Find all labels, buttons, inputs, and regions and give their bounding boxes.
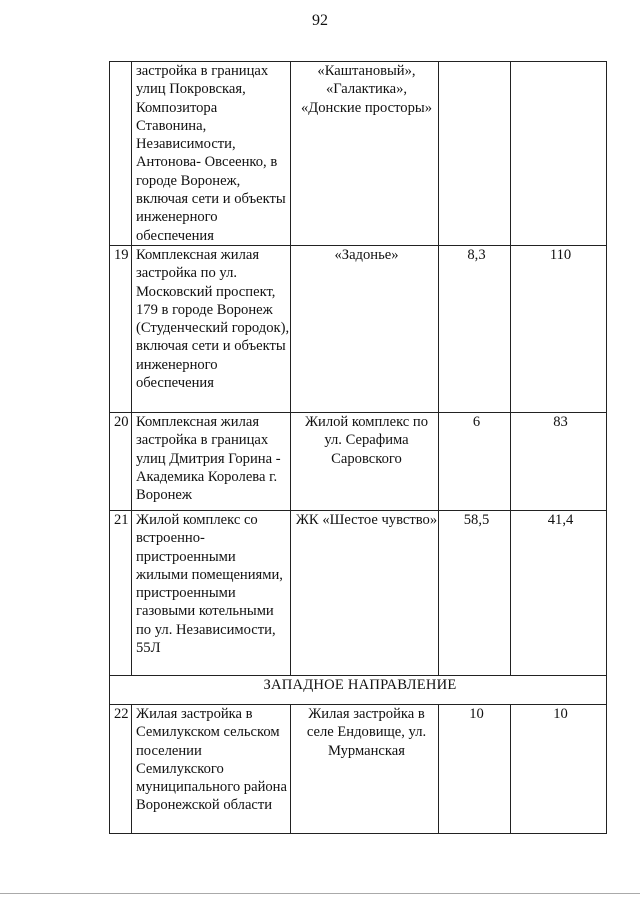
object-name-cell: «Каштановый», «Галактика», «Донские просторы» bbox=[291, 62, 439, 246]
project-name-cell: Комплексная жилая застройка в границах улиц Дмитрия Горина - Академика Королева г. Воронеж bbox=[132, 412, 291, 510]
object-name-cell: ЖК «Шестое чувство» bbox=[291, 510, 439, 675]
project-name-cell: Жилая застройка в Семилукском сельском поселении Семилукского муниципального района Воронежской области bbox=[132, 704, 291, 833]
page-number: 92 bbox=[312, 12, 328, 29]
table-row bbox=[110, 704, 607, 833]
section-title: ЗАПАДНОЕ НАПРАВЛЕНИЕ bbox=[110, 675, 607, 704]
row-number-cell: 20 bbox=[110, 412, 132, 510]
project-name-cell: застройка в границах улиц Покровская, Композитора Ставонина, Независимости, Антонова- Овсеенко, в городе Воронеж, включая сети и объекты инженерного обеспечения bbox=[132, 62, 291, 246]
housing-projects-table bbox=[109, 61, 607, 834]
value-a-cell: 10 bbox=[439, 704, 511, 833]
project-name-cell: Комплексная жилая застройка по ул. Московский проспект, 179 в городе Воронеж (Студенческий городок), включая сети и объекты инженерного обеспечения bbox=[132, 245, 291, 412]
object-name-cell: Жилая застройка в селе Ендовище, ул. Мурманская bbox=[291, 704, 439, 833]
object-name-cell: «Задонье» bbox=[291, 245, 439, 412]
row-number-cell: 19 bbox=[110, 245, 132, 412]
page-bottom-edge bbox=[0, 893, 640, 894]
row-number-cell: 21 bbox=[110, 510, 132, 675]
value-b-cell: 41,4 bbox=[511, 510, 607, 675]
table-row bbox=[110, 412, 607, 510]
value-b-cell: 10 bbox=[511, 704, 607, 833]
value-a-cell: 6 bbox=[439, 412, 511, 510]
table-row bbox=[110, 62, 607, 246]
value-a-cell: 8,3 bbox=[439, 245, 511, 412]
project-name-cell: Жилой комплекс со встроенно-пристроенными жилыми помещениями, пристроенными газовыми котельными по ул. Независимости, 55Л bbox=[132, 510, 291, 675]
value-b-cell: 83 bbox=[511, 412, 607, 510]
value-a-cell bbox=[439, 62, 511, 246]
object-name-cell: Жилой комплекс по ул. Серафима Саровского bbox=[291, 412, 439, 510]
row-number-cell: 22 bbox=[110, 704, 132, 833]
table-row bbox=[110, 245, 607, 412]
section-header-row bbox=[110, 675, 607, 704]
row-number-cell bbox=[110, 62, 132, 246]
table-row bbox=[110, 510, 607, 675]
value-a-cell: 58,5 bbox=[439, 510, 511, 675]
value-b-cell bbox=[511, 62, 607, 246]
value-b-cell: 110 bbox=[511, 245, 607, 412]
